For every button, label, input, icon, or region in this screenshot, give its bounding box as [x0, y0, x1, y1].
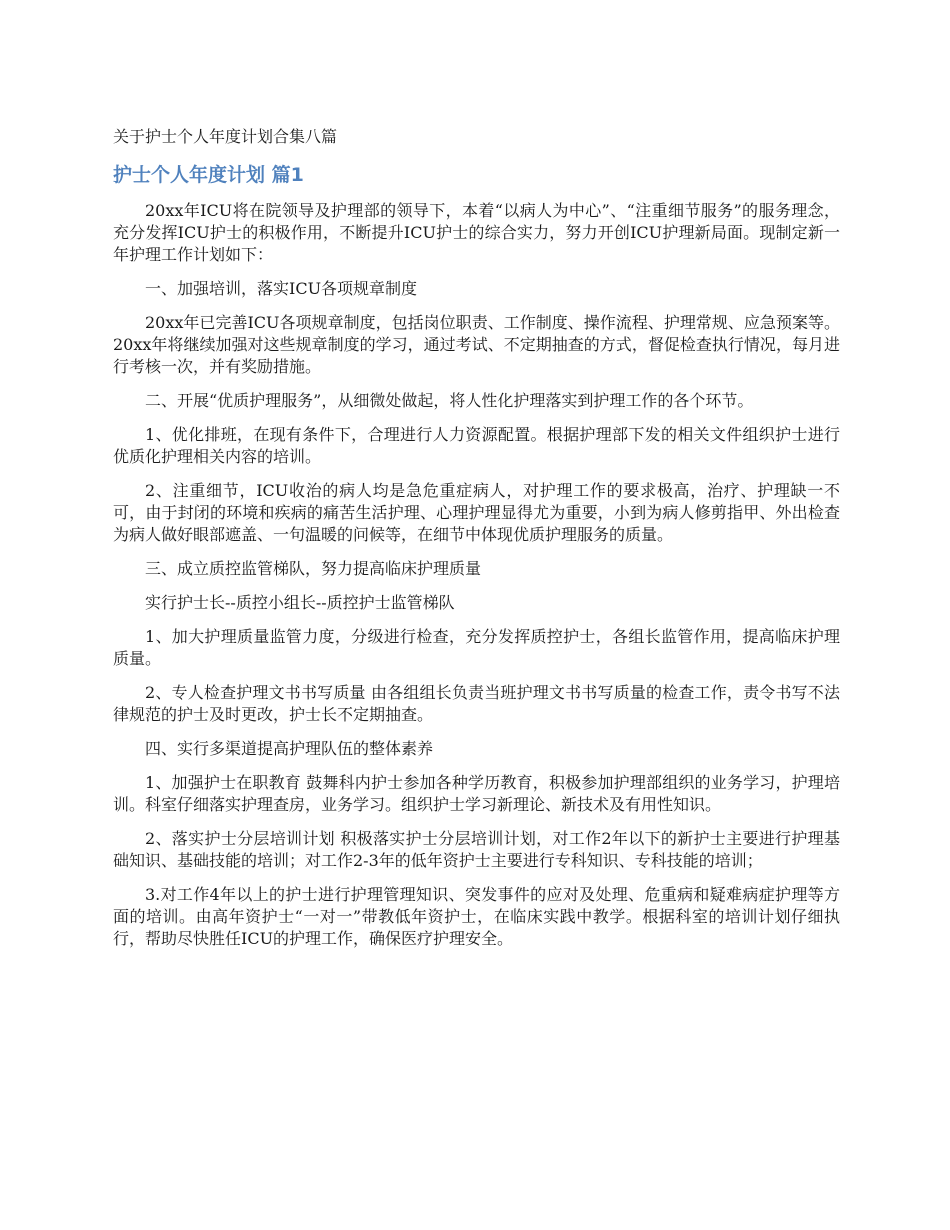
paragraph: 1、加强护士在职教育 鼓舞科内护士参加各种学历教育，积极参加护理部组织的业务学习，护理培训。科室仔细落实护理查房，业务学习。组织护士学习新理论、新技术及有用性知识。 [113, 773, 840, 814]
document-body [113, 200, 840, 950]
paragraph-heading-4: 四、实行多渠道提高护理队伍的整体素养 [145, 739, 434, 758]
paragraph-heading-1: 一、加强培训，落实ICU各项规章制度 [145, 279, 418, 298]
paragraph: 1、加大护理质量监管力度，分级进行检查，充分发挥质控护士，各组长监管作用，提高临床护理质量。 [113, 627, 840, 668]
paragraph: 3.对工作4年以上的护士进行护理管理知识、突发事件的应对及处理、危重病和疑难病症护理等方面的培训。由高年资护士“一对一”带教低年资护士，在临床实践中教学。根据科室的培训计划仔细执行，帮助尽快胜任ICU的护理工作，确保医疗护理安全。 [113, 885, 840, 948]
document-title: 关于护士个人年度计划合集八篇 [113, 127, 338, 146]
paragraph-heading-3: 三、成立质控监管梯队，努力提高临床护理质量 [145, 559, 482, 578]
paragraph-intro: 20xx年ICU将在院领导及护理部的领导下，本着“以病人为中心”、“注重细节服务”的服务理念，充分发挥ICU护士的积极作用，不断提升ICU护士的综合实力，努力开创ICU护理新局面。现制定新一年护理工作计划如下： [113, 201, 840, 264]
paragraph: 1、优化排班，在现有条件下，合理进行人力资源配置。根据护理部下发的相关文件组织护士进行优质化护理相关内容的培训。 [113, 425, 840, 466]
paragraph: 2、专人检查护理文书书写质量 由各组组长负责当班护理文书书写质量的检查工作，责令书写不法律规范的护士及时更改，护士长不定期抽查。 [113, 683, 840, 724]
paragraph: 2、注重细节，ICU收治的病人均是急危重症病人，对护理工作的要求极高，治疗、护理缺一不可，由于封闭的环境和疾病的痛苦生活护理、心理护理显得尤为重要，小到为病人修剪指甲、外出检查为病人做好眼部遮盖、一句温暖的问候等，在细节中体现优质护理服务的质量。 [113, 481, 840, 544]
paragraph: 2、落实护士分层培训计划 积极落实护士分层培训计划，对工作2年以下的新护士主要进行护理基础知识、基础技能的培训；对工作2-3年的低年资护士主要进行专科知识、专科技能的培训； [113, 829, 840, 870]
section-heading: 护士个人年度计划 篇1 [113, 164, 304, 186]
paragraph: 20xx年已完善ICU各项规章制度，包括岗位职责、工作制度、操作流程、护理常规、应急预案等。20xx年将继续加强对这些规章制度的学习，通过考试、不定期抽查的方式，督促检查执行情况，每月进行考核一次，并有奖励措施。 [113, 313, 840, 376]
document-page [113, 126, 840, 962]
paragraph-heading-2: 二、开展“优质护理服务”，从细微处做起，将人性化护理落实到护理工作的各个环节。 [145, 391, 754, 410]
paragraph: 实行护士长--质控小组长--质控护士监管梯队 [145, 593, 455, 612]
